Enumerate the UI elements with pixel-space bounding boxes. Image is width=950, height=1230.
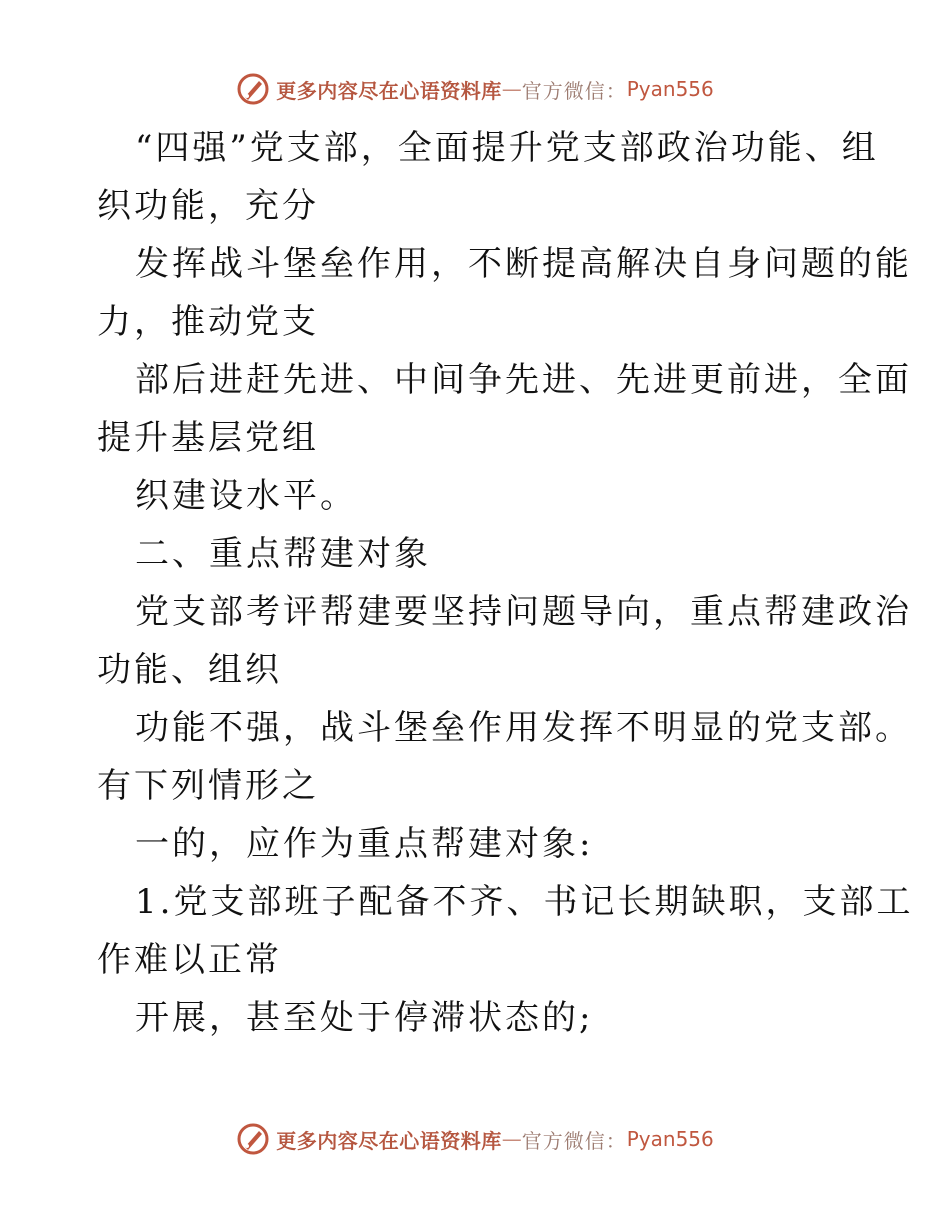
list-item: 1.党支部班子配备不齐、书记长期缺职，支部工 [135, 882, 914, 922]
watermark-text: 更多内容尽在心语资料库 [276, 1128, 502, 1153]
text-line: 织功能，充分 [97, 186, 319, 226]
watermark-separator: — [501, 1127, 522, 1151]
watermark-footer [0, 1122, 950, 1156]
watermark-label: 官方微信： [521, 1128, 627, 1153]
text-line: 力，推动党支 [97, 302, 319, 342]
watermark-text: 更多内容尽在心语资料库 [276, 78, 502, 103]
text-line: 发挥战斗堡垒作用，不断提高解决自身问题的能 [135, 244, 912, 284]
text-line: 开展，甚至处于停滞状态的; [135, 998, 594, 1038]
text-line: 提升基层党组 [97, 418, 319, 458]
text-line: 部后进赶先进、中间争先进、先进更前进，全面 [135, 360, 912, 400]
text-line: 功能、组织 [97, 650, 282, 690]
text-line: “四强”党支部，全面提升党支部政治功能、组 [135, 128, 879, 168]
text-line: 一的，应作为重点帮建对象: [135, 824, 594, 864]
text-line: 织建设水平。 [135, 476, 357, 516]
watermark-id: Pyan556 [626, 77, 714, 101]
pen-logo-icon [236, 1122, 270, 1156]
section-heading: 二、重点帮建对象 [135, 534, 431, 574]
watermark-id: Pyan556 [626, 1127, 714, 1151]
watermark-label: 官方微信： [521, 78, 627, 103]
text-line: 有下列情形之 [97, 766, 319, 806]
text-line: 党支部考评帮建要坚持问题导向，重点帮建政治 [135, 592, 912, 632]
text-line: 功能不强，战斗堡垒作用发挥不明显的党支部。 [135, 708, 912, 748]
text-line: 作难以正常 [97, 940, 282, 980]
watermark-separator: — [501, 77, 522, 101]
